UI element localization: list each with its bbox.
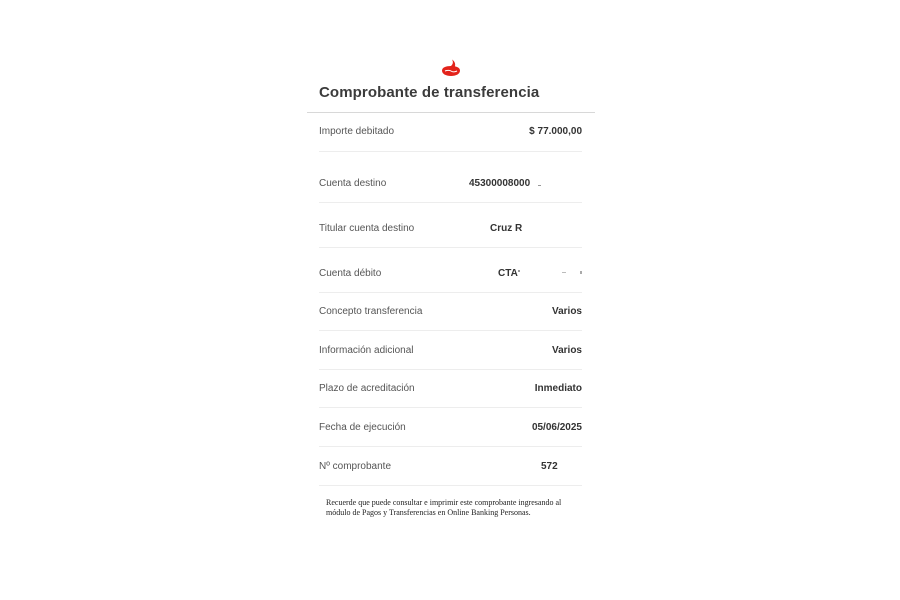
additional-info-value: Varios	[551, 345, 582, 356]
row-label: Cuenta débito	[319, 268, 382, 279]
footer-note: Recuerde que puede consultar e imprimir este comprobante ingresando al módulo de Pagos y Transferencias en Online Banking Personas.	[326, 498, 562, 517]
row-label: Titular cuenta destino	[319, 223, 415, 234]
row-cuenta-debito	[319, 268, 582, 290]
row-divider	[319, 485, 582, 486]
receipt-number-value: 572	[541, 461, 558, 472]
row-concepto-transferencia	[319, 306, 582, 328]
row-divider	[319, 292, 582, 293]
row-divider	[319, 330, 582, 331]
redaction-mark	[562, 272, 566, 273]
row-label: Plazo de acreditación	[319, 383, 415, 394]
amount-value: $ 77.000,00	[529, 126, 582, 137]
transfer-receipt	[307, 0, 595, 600]
row-label: Cuenta destino	[319, 178, 387, 189]
row-divider	[319, 247, 582, 248]
row-plazo-acreditacion	[319, 383, 582, 405]
execution-date-value: 05/06/2025	[531, 422, 582, 433]
santander-flame-icon	[440, 56, 462, 78]
row-numero-comprobante	[319, 461, 582, 483]
row-titular-cuenta-destino	[319, 223, 582, 245]
row-label: Fecha de ejecución	[319, 422, 406, 433]
row-importe-debitado	[319, 126, 582, 148]
row-fecha-ejecucion	[319, 422, 582, 444]
concept-value: Varios	[551, 306, 582, 317]
redaction-mark	[580, 271, 582, 274]
redaction-mark	[538, 185, 541, 186]
debit-account-value: CTA	[498, 268, 518, 279]
row-divider	[319, 446, 582, 447]
row-divider	[319, 407, 582, 408]
credit-term-value: Inmediato	[534, 383, 582, 394]
redaction-mark	[518, 270, 520, 272]
row-divider	[319, 151, 582, 152]
destination-account-value: 45300008000	[469, 178, 531, 189]
row-divider	[319, 369, 582, 370]
row-label: Concepto transferencia	[319, 306, 423, 317]
row-label: Información adicional	[319, 345, 414, 356]
title-divider	[307, 112, 595, 113]
row-informacion-adicional	[319, 345, 582, 367]
row-cuenta-destino	[319, 178, 582, 200]
row-label: Importe debitado	[319, 126, 395, 137]
row-label: Nº comprobante	[319, 461, 392, 472]
page-title: Comprobante de transferencia	[319, 84, 540, 101]
account-holder-value: Cruz R	[490, 223, 523, 234]
row-divider	[319, 202, 582, 203]
